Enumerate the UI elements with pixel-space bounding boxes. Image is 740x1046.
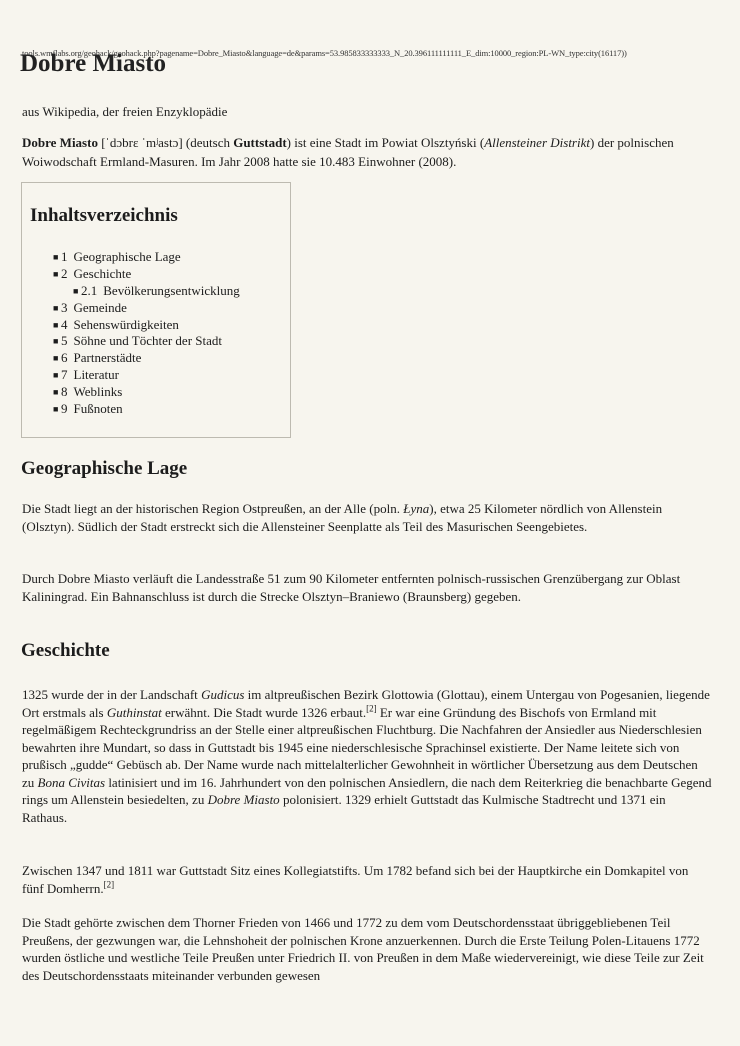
paragraph-italic: Gudicus bbox=[201, 687, 245, 702]
paragraph-text: latinisiert und im 16. Jahrhundert von den polnischen Ansiedlern, die nach dem Reiterkrieg die benachbarte Gegend rings um Allenstein besiedelten, zu bbox=[22, 774, 712, 807]
bullet-icon: ■ bbox=[53, 353, 59, 364]
toc-item-label: Sehenswürdigkeiten bbox=[73, 316, 179, 332]
toc-item-number: 1 bbox=[61, 249, 68, 264]
toc-item-8[interactable] bbox=[22, 384, 240, 401]
paragraph-text: Er war eine Gründung des Bischofs von Ermland mit regelmäßigem Rechteckgrundriss an der Stelle einer altpreußischen Fluchtburg. Die Nachfahren der Ansiedler aus Niederschlesien bewahrten ihre Mundart, so dass in Guttstadt bis 1945 eine niederschlesische Sprachinsel existierte. Der Name leitete sich von prußisch „gudde“ Gebüsch ab. Der Name wurde nach mittelalterlicher Gewohnheit in wörtlicher Übersetzung aus dem Deutschen zu bbox=[22, 704, 702, 790]
bullet-icon: ■ bbox=[53, 336, 59, 347]
intro-text: ) der polnischen Woiwodschaft Ermland-Masuren. Im Jahr 2008 hatte sie 10.483 Einwohner (2008). bbox=[22, 135, 674, 169]
bullet-icon: ■ bbox=[53, 302, 59, 313]
table-of-contents bbox=[21, 182, 291, 438]
paragraph-text: im altpreußischen Bezirk Glottowia (Glottau), einem Untergau von Pogesanien, liegende Ort erstmals als bbox=[22, 687, 710, 720]
history-paragraph-3: Die Stadt gehörte zwischen dem Thorner Frieden von 1466 und 1772 zu dem vom Deutschordensstaat übriggebliebenen Teil Preußens, der gezwungen war, die Lehnshoheit der polnischen Krone anzuerkennen. Durch die Erste Teilung Polen-Litauens 1772 wurden östliche und westliche Teile Preußen unter Friedrich II. von Preußen in dem Maße wiedervereinigt, wie diese Teile zur Zeit des Deutschordensstaats miteinander verbunden gewesen bbox=[22, 915, 704, 983]
footnote-link[interactable]: [2] bbox=[366, 703, 377, 714]
toc-item-label: Fußnoten bbox=[73, 401, 123, 417]
toc-item-3[interactable] bbox=[22, 300, 240, 317]
toc-item-number: 5 bbox=[61, 333, 68, 349]
toc-item-number: 8 bbox=[61, 384, 68, 400]
section-heading-history: Geschichte bbox=[21, 640, 110, 661]
bullet-icon: ■ bbox=[53, 370, 59, 381]
toc-item-4[interactable] bbox=[22, 317, 240, 334]
toc-item-number: 4 bbox=[61, 316, 68, 332]
toc-item-label: Gemeinde bbox=[73, 299, 127, 315]
paragraph-italic: Łyna bbox=[403, 501, 430, 516]
toc-item-5[interactable] bbox=[22, 333, 240, 350]
bullet-icon: ■ bbox=[53, 319, 59, 330]
toc-item-number: 6 bbox=[61, 350, 68, 366]
toc-item-label: Söhne und Töchter der Stadt bbox=[73, 333, 223, 349]
toc-item-label: Literatur bbox=[73, 367, 119, 383]
toc-list bbox=[22, 249, 240, 418]
paragraph-text: ), etwa 25 Kilometer nördlich von Allenstein (Olsztyn). Südlich der Stadt erstreckt sich die Allensteiner Seenplatte als Teil des Masurischen Seengebietes. bbox=[22, 501, 663, 534]
paragraph-text: Die Stadt liegt an der historischen Region Ostpreußen, an der Alle (poln. bbox=[22, 501, 404, 516]
toc-item-number: 3 bbox=[61, 299, 68, 315]
paragraph-italic: Bona Civitas bbox=[37, 774, 106, 790]
intro-text: ) ist eine Stadt im Powiat Olsztyński ( bbox=[286, 135, 485, 150]
paragraph-text: 1325 wurde der in der Landschaft bbox=[22, 687, 202, 702]
footnote-link[interactable]: [2] bbox=[103, 879, 115, 890]
toc-item-1[interactable] bbox=[22, 249, 240, 266]
paragraph-text: polonisiert. 1329 erhielt Guttstadt das Kulmische Stadtrecht und 1371 ein Rathaus. bbox=[22, 792, 666, 825]
history-paragraph-2 bbox=[22, 862, 712, 897]
source-url: tools.wmflabs.org/geohack/geohack.php?pagename=Dobre_Miasto&language=de&params=53.985833333333_N_20.396111111111_E_dim:10000_region:PL-WN_type:city(16117)) bbox=[22, 48, 627, 58]
geography-paragraph-2: Durch Dobre Miasto verläuft die Landesstraße 51 zum 90 Kilometer entfernten polnisch-russischen Grenzübergang zur Oblast Kaliningrad. Ein Bahnanschluss ist durch die Strecke Olsztyn–Braniewo (Braunsberg) gegeben. bbox=[22, 571, 681, 604]
toc-item-number: 9 bbox=[61, 401, 68, 417]
bullet-icon: ■ bbox=[53, 404, 59, 415]
toc-item-label: Geographische Lage bbox=[73, 249, 181, 264]
geography-paragraph-1 bbox=[22, 500, 712, 535]
toc-item-6[interactable] bbox=[22, 350, 240, 367]
bullet-icon: ■ bbox=[53, 252, 59, 262]
bullet-icon: ■ bbox=[53, 268, 59, 279]
bullet-icon: ■ bbox=[73, 285, 79, 296]
toc-item-label: Weblinks bbox=[73, 384, 123, 400]
toc-item-number: 2 bbox=[61, 265, 68, 281]
page-title: Dobre Miasto bbox=[20, 50, 167, 77]
toc-item-9[interactable] bbox=[22, 401, 240, 418]
intro-ipa: [ˈdɔbrɛ ˈmʲastɔ] bbox=[101, 135, 183, 150]
intro-german-name: Guttstadt bbox=[233, 135, 287, 150]
toc-item-label: Geschichte bbox=[73, 265, 132, 281]
intro-paragraph bbox=[22, 133, 702, 171]
toc-item-2-1[interactable] bbox=[22, 283, 240, 300]
intro-name: Dobre Miasto bbox=[22, 135, 98, 150]
section-heading-geography: Geographische Lage bbox=[21, 458, 188, 479]
intro-district: Allensteiner Distrikt bbox=[484, 135, 590, 150]
history-paragraph-1 bbox=[22, 686, 712, 826]
toc-title: Inhaltsverzeichnis bbox=[30, 205, 178, 226]
toc-item-label: Bevölkerungsentwicklung bbox=[103, 282, 240, 298]
toc-item-2[interactable] bbox=[22, 266, 240, 283]
paragraph-italic: Guthinstat bbox=[106, 704, 162, 720]
page-subtitle: aus Wikipedia, der freien Enzyklopädie bbox=[22, 104, 228, 119]
toc-item-label: Partnerstädte bbox=[73, 350, 142, 366]
bullet-icon: ■ bbox=[53, 387, 59, 398]
toc-item-7[interactable] bbox=[22, 367, 240, 384]
toc-item-number: 7 bbox=[61, 367, 68, 383]
paragraph-italic: Dobre Miasto bbox=[207, 792, 280, 807]
toc-item-number: 2.1 bbox=[81, 282, 98, 298]
paragraph-text: Zwischen 1347 und 1811 war Guttstadt Sitz eines Kollegiatstifts. Um 1782 befand sich bei der Hauptkirche ein Domkapitel von fünf Domherrn. bbox=[22, 863, 689, 896]
intro-text: (deutsch bbox=[182, 135, 234, 150]
paragraph-text: erwähnt. Die Stadt wurde 1326 erbaut. bbox=[161, 704, 367, 720]
